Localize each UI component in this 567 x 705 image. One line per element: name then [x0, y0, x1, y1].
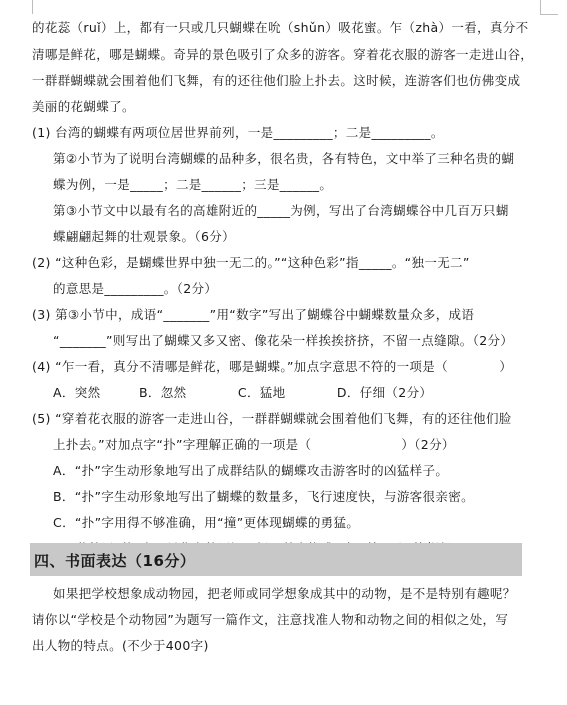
passage-line: 的花蕊（ruǐ）上，都有一只或几只蝴蝶在吮（shǔn）吸花蜜。乍（zhà）一看，真分不	[32, 20, 529, 35]
writing-prompt-line: 如果把学校想象成动物园，把老师或同学想象成其中的动物，是不是特别有趣呢？	[53, 586, 516, 601]
question-3-line: “_______”则写出了蝴蝶又多又密、像花朵一样挨挨挤挤，不留一点缝隙。（2分）	[53, 333, 514, 348]
passage-line: 美丽的花蝴蝶了。	[32, 99, 135, 114]
question-1-line: 蝶为例，一是_____；二是______；三是______。	[53, 177, 333, 192]
question-1-line: 第②小节为了说明台湾蝴蝶的品种多，很名贵，各有特色，文中举了三种名贵的蝴	[53, 151, 515, 166]
question-5: (5) “穿着花衣服的游客一走进山谷，一群群蝴蝶就会围着他们飞舞，有的还往他们脸	[32, 411, 512, 426]
question-5-option-b: B．“扑”字生动形象地写出了蝴蝶的数量多，飞行速度快，与游客很亲密。	[53, 489, 474, 504]
question-2: (2) “这种色彩，是蝴蝶世界中独一无二的。”“这种色彩”指_____。“独一无二”	[32, 255, 470, 270]
passage-line: 一群群蝴蝶就会围着他们飞舞，有的还往他们脸上扑去。这时候，连游客们也仿佛变成	[32, 73, 521, 88]
question-2-line: 的意思是_________。（2分）	[53, 281, 218, 296]
section-heading	[30, 543, 522, 576]
question-1-line: 蝶翩翩起舞的壮观景象。（6分）	[53, 229, 235, 244]
question-4-options: A．突然 B．忽然 C．猛地 D．仔细（2分）	[53, 385, 433, 400]
crop-mark-left	[32, 0, 33, 14]
writing-prompt-line: 请你以“学校是个动物园”为题写一篇作文，注意找准人物和动物之间的相似之处，写	[32, 612, 509, 627]
question-5-line: 上扑去。”对加点字“扑”字理解正确的一项是（ ）（2分）	[53, 437, 455, 452]
question-1: (1) 台湾的蝴蝶有两项位居世界前列，一是_________；二是_________。	[32, 125, 444, 140]
question-4: (4) “乍一看，真分不清哪是鲜花，哪是蝴蝶。”加点字意思不符的一项是（ ）	[32, 359, 513, 374]
question-5-option-c: C．“扑”字用得不够准确，用“撞”更体现蝴蝶的勇猛。	[53, 515, 360, 530]
question-3: (3) 第③小节中，成语“_______”用“数字”写出了蝴蝶谷中蝴蝶数量众多，成语	[32, 307, 475, 322]
crop-mark-right-horizontal	[540, 14, 558, 15]
writing-prompt-line: 出人物的特点。(不少于400字)	[32, 638, 209, 653]
question-5-option-a: A．“扑”字生动形象地写出了成群结队的蝴蝶攻击游客时的凶猛样子。	[53, 463, 449, 478]
passage-line: 清哪是鲜花，哪是蝴蝶。奇异的景色吸引了众多的游客。穿着花衣服的游客一走进山谷，	[32, 47, 534, 62]
crop-mark-right	[540, 0, 541, 14]
question-1-line: 第③小节文中以最有名的高雄附近的_____为例，写出了台湾蝴蝶谷中几百万只蝴	[53, 203, 509, 218]
section-heading-text: 四、书面表达（16分）	[34, 552, 196, 570]
